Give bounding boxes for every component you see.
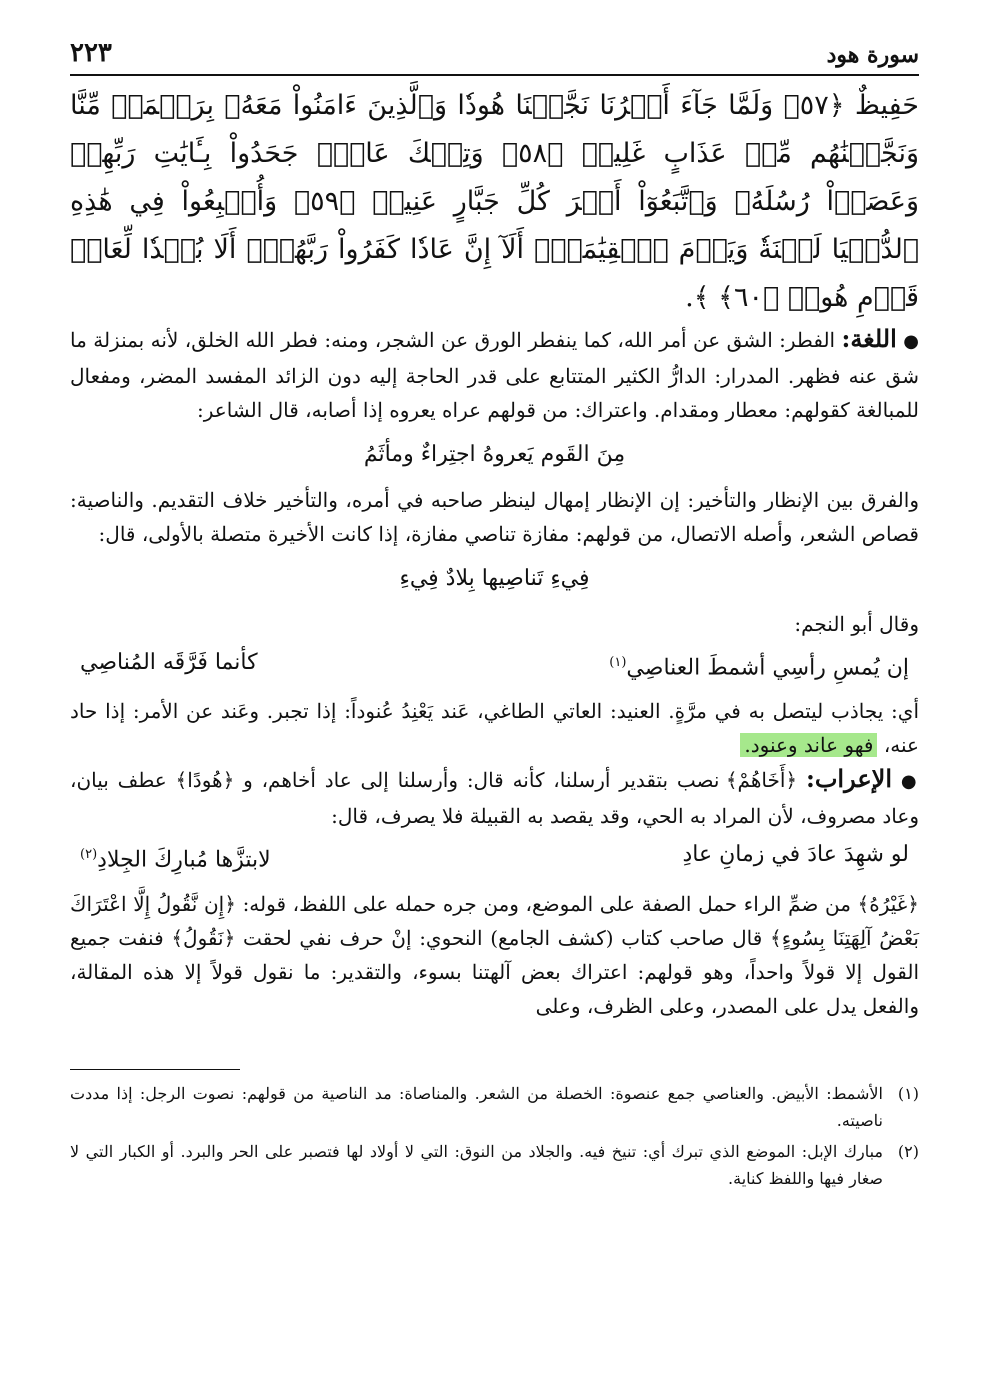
lugha-text-4: أي: يجاذب ليتصل به في مرَّةٍ. العنيد: العاتي الطاغي، عَند يَعْنِدُ عُنوداً: إذا تجبر. وعَند عن الأمر: إذا حاد عنه، فهو عاند وعنود.	[70, 699, 919, 758]
footnote-text: مبارك الإبل: الموضع الذي تبرك أي: تنيخ فيه. والجلاد من النوق: التي لا أولاد لها فتصبر على الحر والبرد. أو الكبار التي لا صغار فيها واللفظ كناية.	[70, 1141, 883, 1188]
poetry-verse-3	[70, 643, 919, 688]
verse-4-first-hemistich: لو شهِدَ عادَ في زمانِ عادِ	[682, 842, 909, 868]
bullet-icon: ●	[903, 331, 919, 352]
footnote-ref-2: (٢)	[80, 847, 98, 863]
poetry-verse-4	[70, 835, 919, 880]
lugha-paragraph	[70, 322, 919, 427]
lugha-text-1: الفطر: الشق عن أمر الله، كما ينفطر الورق عن الشجر، ومنه: فطر الله الخلق، لأنه بمنزلة ما شق عنه فظهر. المدرار: الدارُّ الكثير المتتابع على قدر الحاجة إليه دون الزائد المفسد المضر، ومفعال للمبالغة كقولهم: معطار ومقدام. واعتراك: من قولهم عراه يعروه إذا أصابه، قال الشاعر:	[70, 328, 919, 422]
footnote-number: (١)	[897, 1083, 919, 1103]
lugha-label: اللغة:	[841, 324, 897, 353]
irab-text-1: ﴿أَخَاهُمْ﴾ نصب بتقدير أرسلنا، كأنه قال: وأرسلنا إلى عاد أخاهم، و ﴿هُودًا﴾ عطف بيان، وعاد مصروف، لأن المراد به الحي، وقد يقصد به القبيلة فلا يصرف، قال:	[70, 768, 919, 829]
surah-title: سورة هود	[826, 42, 919, 68]
footnote	[70, 1080, 919, 1134]
footnote-divider	[70, 1069, 240, 1070]
verse-3-second-hemistich: كأنما فَرَّقَه المُناصِي	[80, 650, 258, 675]
footnote-ref-1: (١)	[609, 655, 627, 670]
lugha-text-2: والفرق بين الإنظار والتأخير: إن الإنظار إمهال لينظر صاحبه في أمره، والتأخير خلاف التقديم. والناصية: قصاص الشعر، وأصله الاتصال، من قولهم: مفازة تناصي مفازة، إذا كانت الأخيرة متصلة بالأولى، قال:	[70, 488, 919, 546]
bullet-icon: ●	[900, 771, 920, 793]
footnote-text: الأشمط: الأبيض. والعناصي جمع عنصوة: الخصلة من الشعر. والمناصاة: مد الناصية من قولهم: نصوت الرجل: إذا مددت ناصيته.	[70, 1083, 883, 1130]
highlighted-text: فهو عاند وعنود.	[740, 733, 877, 757]
header-rule	[70, 74, 919, 76]
footnote-number: (٢)	[897, 1141, 919, 1161]
quran-verses: حَفِيظٌ ﴿٥٧﴾ وَلَمَّا جَآءَ أَمۡرُنَا نَجَّيۡنَا هُودٗا وَٱلَّذِينَ ءَامَنُواْ مَعَهُۥ بِرَحۡمَةٖ مِّنَّا وَنَجَّيۡنَٰهُم مِّنۡ عَذَابٍ غَلِيظٖ ﴿٥٨﴾ وَتِلۡكَ عَادٞۖ جَحَدُواْ بِـَٔايَٰتِ رَبِّهِمۡ وَعَصَوۡاْ رُسُلَهُۥ وَٱتَّبَعُوٓاْ أَمۡرَ كُلِّ جَبَّارٍ عَنِيدٖ ﴿٥٩﴾ وَأُتۡبِعُواْ فِي هَٰذِهِ ٱلدُّنۡيَا لَعۡنَةٗ وَيَوۡمَ ٱلۡقِيَٰمَةِۗ أَلَآ إِنَّ عَادٗا كَفَرُواْ رَبَّهُمۡۗ أَلَا بُعۡدٗا لِّعَادٖ قَوۡمِ هُودٖ ﴿٦٠﴾ ﴾.	[70, 90, 919, 313]
footnote	[70, 1138, 919, 1192]
lugha-text-3: وقال أبو النجم:	[794, 612, 919, 636]
poetry-verse-2: فِيءِ تَناصِيها بِلادٌ فِيءِ	[399, 566, 590, 591]
irab-label: الإعراب:	[805, 764, 893, 794]
verse-4-second-hemistich: لابتزَّها مُبارِكَ الجِلادِ$^{(٢)}$	[80, 847, 271, 873]
page-header	[70, 28, 919, 68]
book-page	[70, 28, 919, 1370]
verse-3-first-hemistich: إن يُمسِ رأسِي أشمطَ العناصِي$^{(١)}$	[609, 655, 909, 681]
irab-paragraph	[70, 762, 919, 833]
page-number: ٢٢٣	[70, 38, 112, 68]
poetry-verse-1: مِنَ القَوم يَعروهُ اجتِراءٌ ومأثَمُ	[363, 442, 626, 467]
irab-text-2: ﴿غَيْرُهُ﴾ من ضمِّ الراء حمل الصفة على الموضع، ومن جره حمله على اللفظ، قوله: ﴿إِن نَّقُولُ إِلَّا اعْتَرَاكَ بَعْضُ آلِهَتِنَا بِسُوءٍ﴾ قال صاحب كتاب (كشف الجامع) النحوي: إنْ حرف نفي لحقت ﴿نَقُولُ﴾ فنفت جميع القول إلا قولاً واحداً، وهو قولهم: اعتراك بعض آلهتنا بسوء، والتقدير: ما نقول قولاً إلا هذه المقالة، والفعل يدل على المصدر، وعلى الظرف، وعلى	[70, 891, 919, 1018]
